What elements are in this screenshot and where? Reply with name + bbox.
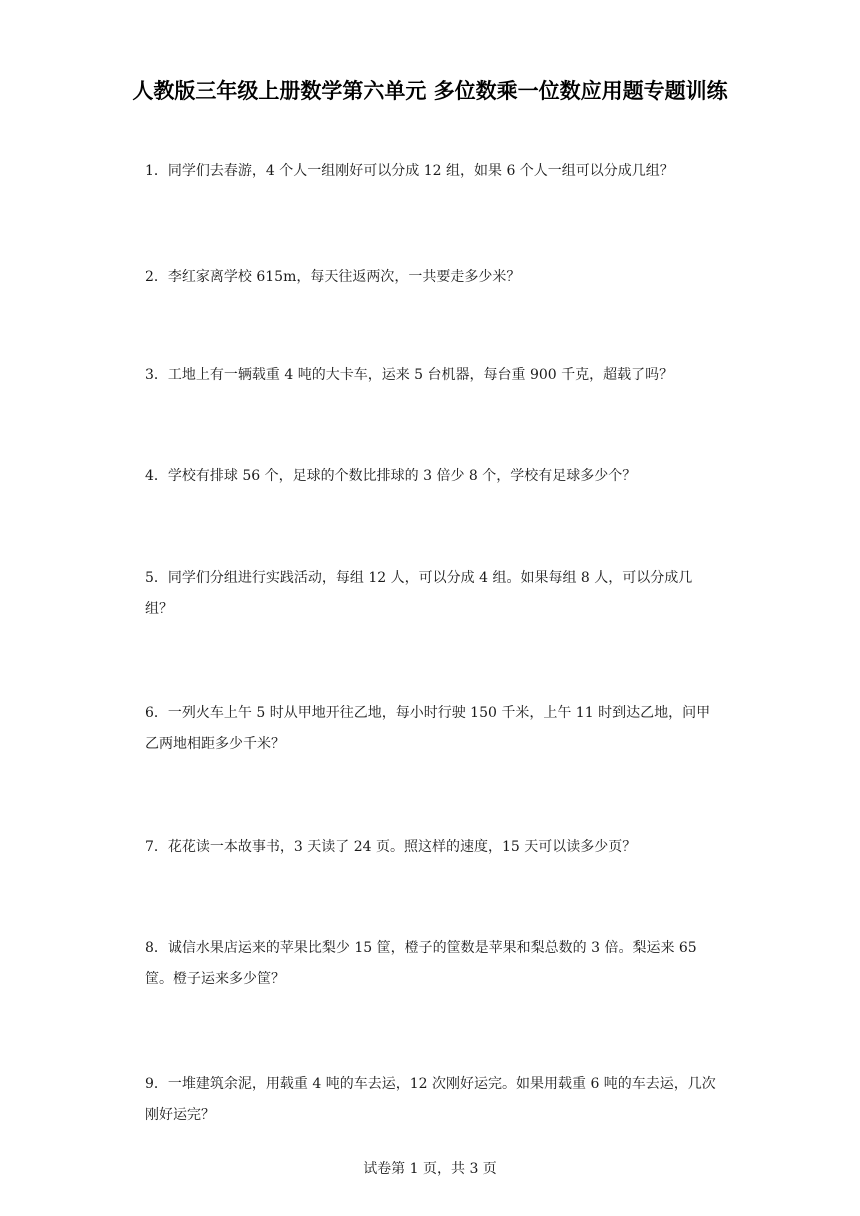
question-5 [145,563,720,625]
question-4 [145,461,720,492]
page-title: 人教版三年级上册数学第六单元 多位数乘一位数应用题专题训练 [132,79,728,103]
question-number: 6． [145,705,168,721]
question-text: 同学们去春游，4 个人一组刚好可以分成 12 组，如果 6 个人一组可以分成几组？ [167,163,674,179]
question-text: 学校有排球 56 个，足球的个数比排球的 3 倍少 8 个，学校有足球多少个？ [167,468,637,484]
question-text: 一列火车上午 5 时从甲地开往乙地，每小时行驶 150 千米，上午 11 时到达乙地，问甲乙两地相距多少千米？ [145,705,711,752]
page-footer: 试卷第 1 页，共 3 页 [363,1161,497,1177]
question-text: 工地上有一辆载重 4 吨的大卡车，运来 5 台机器，每台重 900 千克，超载了吗？ [167,367,674,383]
question-7 [145,832,720,863]
question-text: 李红家离学校 615m，每天往返两次，一共要走多少米？ [167,269,521,285]
question-2 [145,262,720,293]
question-6 [145,698,720,760]
question-number: 8． [145,940,168,956]
question-1 [145,156,720,187]
question-text: 同学们分组进行实践活动，每组 12 人，可以分成 4 组。如果每组 8 人，可以分成几组？ [145,570,693,617]
question-number: 7． [145,839,168,855]
question-text: 一堆建筑余泥，用载重 4 吨的车去运，12 次刚好运完。如果用载重 6 吨的车去运，几次刚好运完？ [145,1076,716,1123]
question-number: 3． [145,367,168,383]
question-number: 4． [145,468,168,484]
question-number: 5． [145,570,168,586]
question-text: 花花读一本故事书，3 天读了 24 页。照这样的速度，15 天可以读多少页？ [167,839,637,855]
question-9 [145,1069,720,1131]
question-text: 诚信水果店运来的苹果比梨少 15 筐，橙子的筐数是苹果和梨总数的 3 倍。梨运来 65 筐。橙子运来多少筐？ [145,940,697,987]
question-number: 9． [145,1076,168,1092]
question-number: 1． [145,163,168,179]
question-3 [145,360,720,391]
question-number: 2． [145,269,168,285]
question-8 [145,933,720,995]
